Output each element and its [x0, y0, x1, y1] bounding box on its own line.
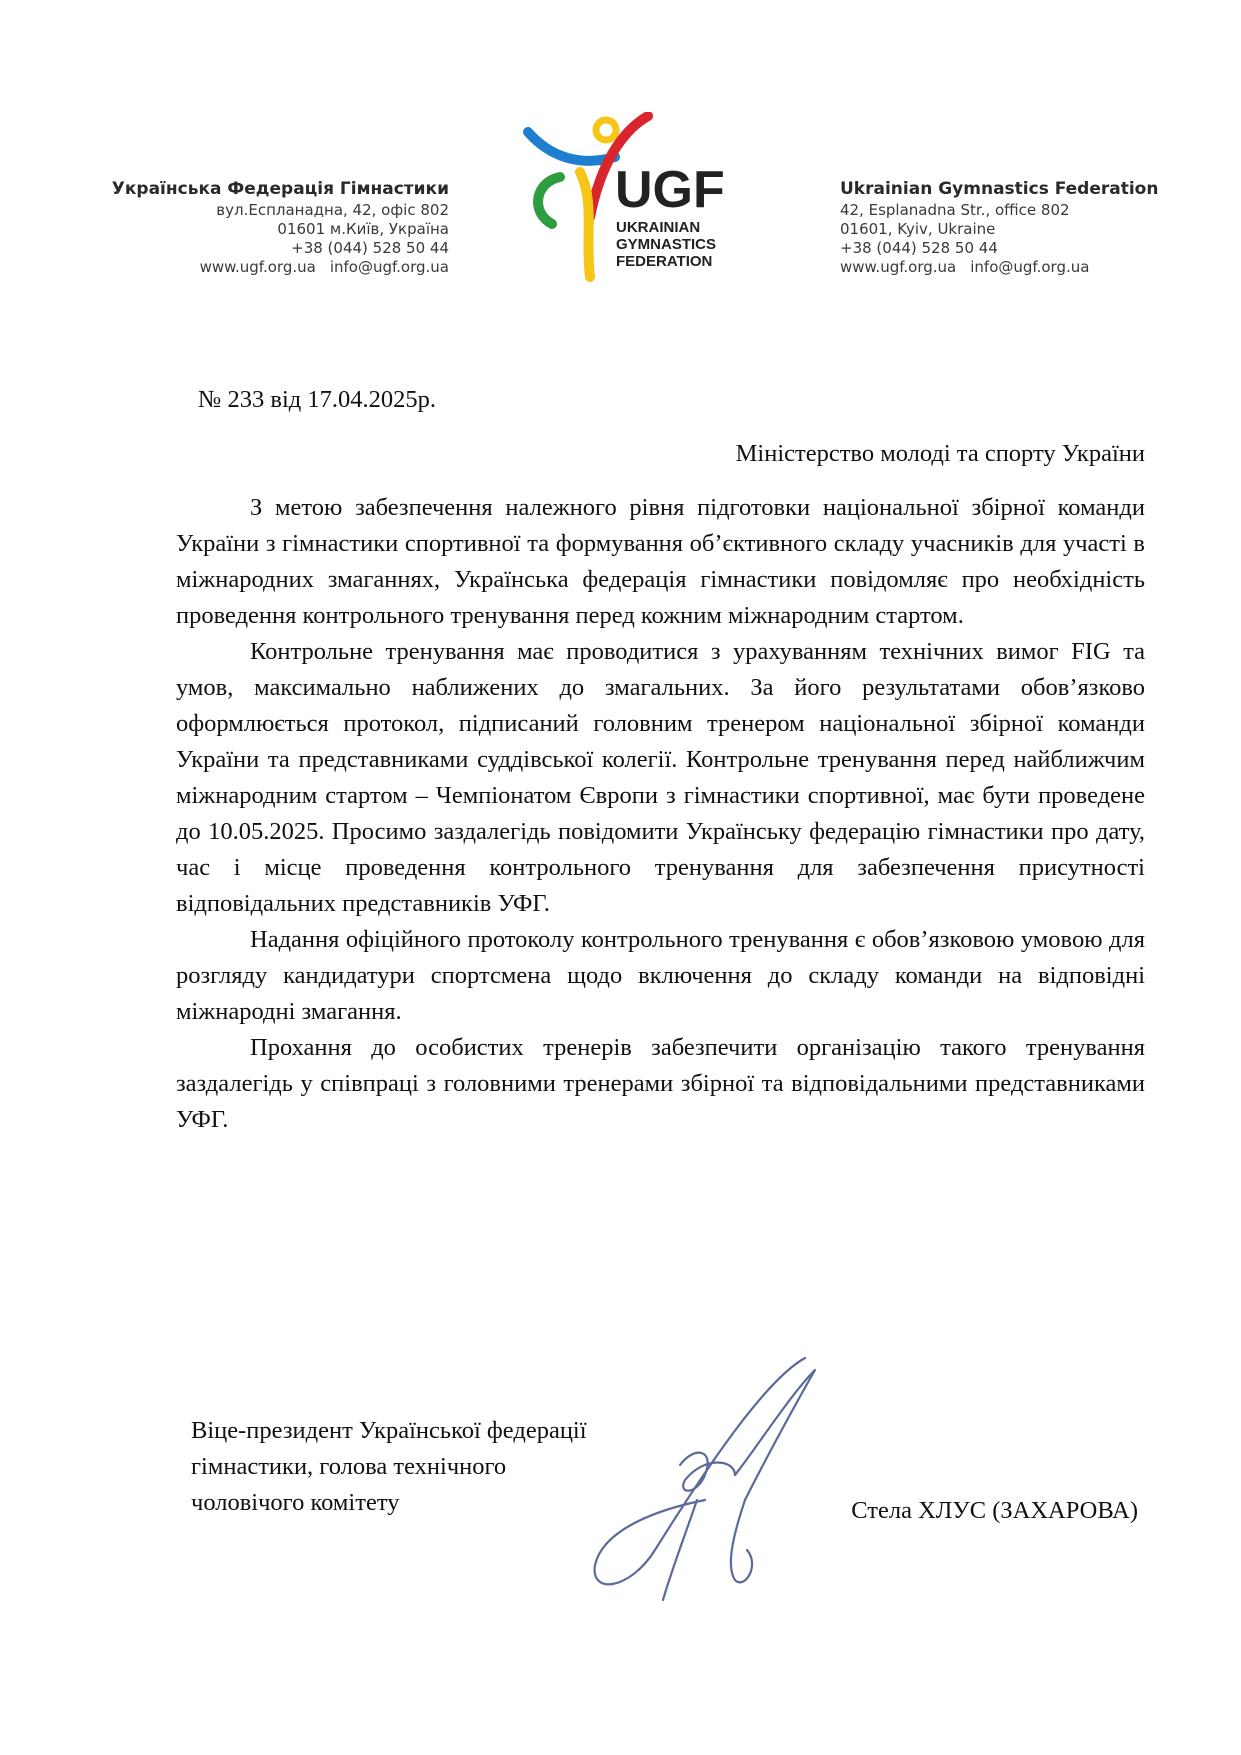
contacts-en: [840, 258, 1158, 277]
signature-stroke-4: [731, 1500, 752, 1582]
signature-stroke-1: [595, 1358, 805, 1584]
signature-stroke-2: [680, 1453, 735, 1491]
logo-text-3: FEDERATION: [616, 253, 713, 270]
signature-stroke-3: [735, 1370, 815, 1500]
signer-position-line-3: чоловічого комітету: [191, 1489, 400, 1516]
city-line-ua: 01601 м.Київ, Україна: [277, 220, 449, 238]
logo-text-2: GYMNASTICS: [616, 236, 717, 253]
letter-body: [176, 490, 1145, 1138]
paragraph-4: Прохання до особистих тренерів забезпечити організацію такого тренування заздалегідь у співпраці з головними тренерами збірної та відповідальними представниками УФГ.: [176, 1034, 1145, 1133]
address-line-ua: вул.Еспланадна, 42, офіс 802: [216, 201, 449, 219]
letterhead-left: [112, 180, 449, 277]
signer-position-line-2: гімнастики, голова технічного: [191, 1453, 507, 1480]
signer-position: [191, 1413, 587, 1521]
logo-abbr: UGF: [615, 161, 725, 219]
org-name-ua: Українська Федерація Гімнастики: [111, 179, 449, 199]
signer-position-line-1: Віце-президент Української федерації: [191, 1417, 587, 1444]
contacts-ua: [112, 258, 449, 277]
paragraph-1: З метою забезпечення належного рівня підготовки національної збірної команди України з гімнастики спортивної та формування об’єктивного складу учасників для участі в міжнародних змаганнях, Українська федерація гімнастики повідомляє про необхідність проведення контрольного тренування перед кожним міжнародним стартом.: [176, 494, 1145, 629]
org-name-en: Ukrainian Gymnastics Federation: [840, 179, 1159, 199]
reference-number: № 233 від 17.04.2025р.: [198, 386, 436, 413]
ugf-logo: [520, 112, 740, 292]
phone-ua: +38 (044) 528 50 44: [291, 239, 449, 257]
paragraph-3: Надання офіційного протоколу контрольного тренування є обов’язковою умовою для розгляду кандидатури спортсмена щодо включення до складу команди на відповідні міжнародні змагання.: [176, 926, 1145, 1025]
email-link-en[interactable]: info@ugf.org.ua: [970, 258, 1090, 276]
website-link-en[interactable]: www.ugf.org.ua: [840, 258, 957, 276]
handwritten-signature: [585, 1350, 855, 1610]
letterhead-right: [840, 180, 1158, 277]
phone-en: +38 (044) 528 50 44: [840, 239, 998, 257]
logo-green-stroke: [538, 177, 560, 224]
city-line-en: 01601, Kyiv, Ukraine: [840, 220, 996, 238]
address-line-en: 42, Esplanadna Str., office 802: [840, 201, 1070, 219]
paragraph-2: Контрольне тренування має проводитися з урахуванням технічних вимог FIG та умов, максимально наближених до змагальних. За його результатами обов’язково оформлюється протокол, підписаний головним тренером національної збірної команди України та представниками суддівської колегії. Контрольне тренування перед найближчим міжнародним стартом – Чемпіонатом Європи з гімнастики спортивної, має бути проведене до 10.05.2025. Просимо заздалегідь повідомити Українську федерацію гімнастики про дату, час і місце проведення контрольного тренування для забезпечення присутності відповідальних представників УФГ.: [176, 638, 1145, 917]
logo-yellow-stroke: [580, 172, 590, 277]
addressee: Міністерство молоді та спорту України: [735, 440, 1145, 467]
ugf-logo-graphic: [520, 112, 740, 292]
website-link-ua[interactable]: www.ugf.org.ua: [199, 258, 316, 276]
email-link-ua[interactable]: info@ugf.org.ua: [329, 258, 449, 276]
signature-stroke-5: [663, 1500, 697, 1600]
logo-head-circle: [596, 120, 616, 140]
signer-name: Стела ХЛУС (ЗАХАРОВА): [851, 1497, 1138, 1524]
logo-text-1: UKRAINIAN: [616, 219, 701, 236]
